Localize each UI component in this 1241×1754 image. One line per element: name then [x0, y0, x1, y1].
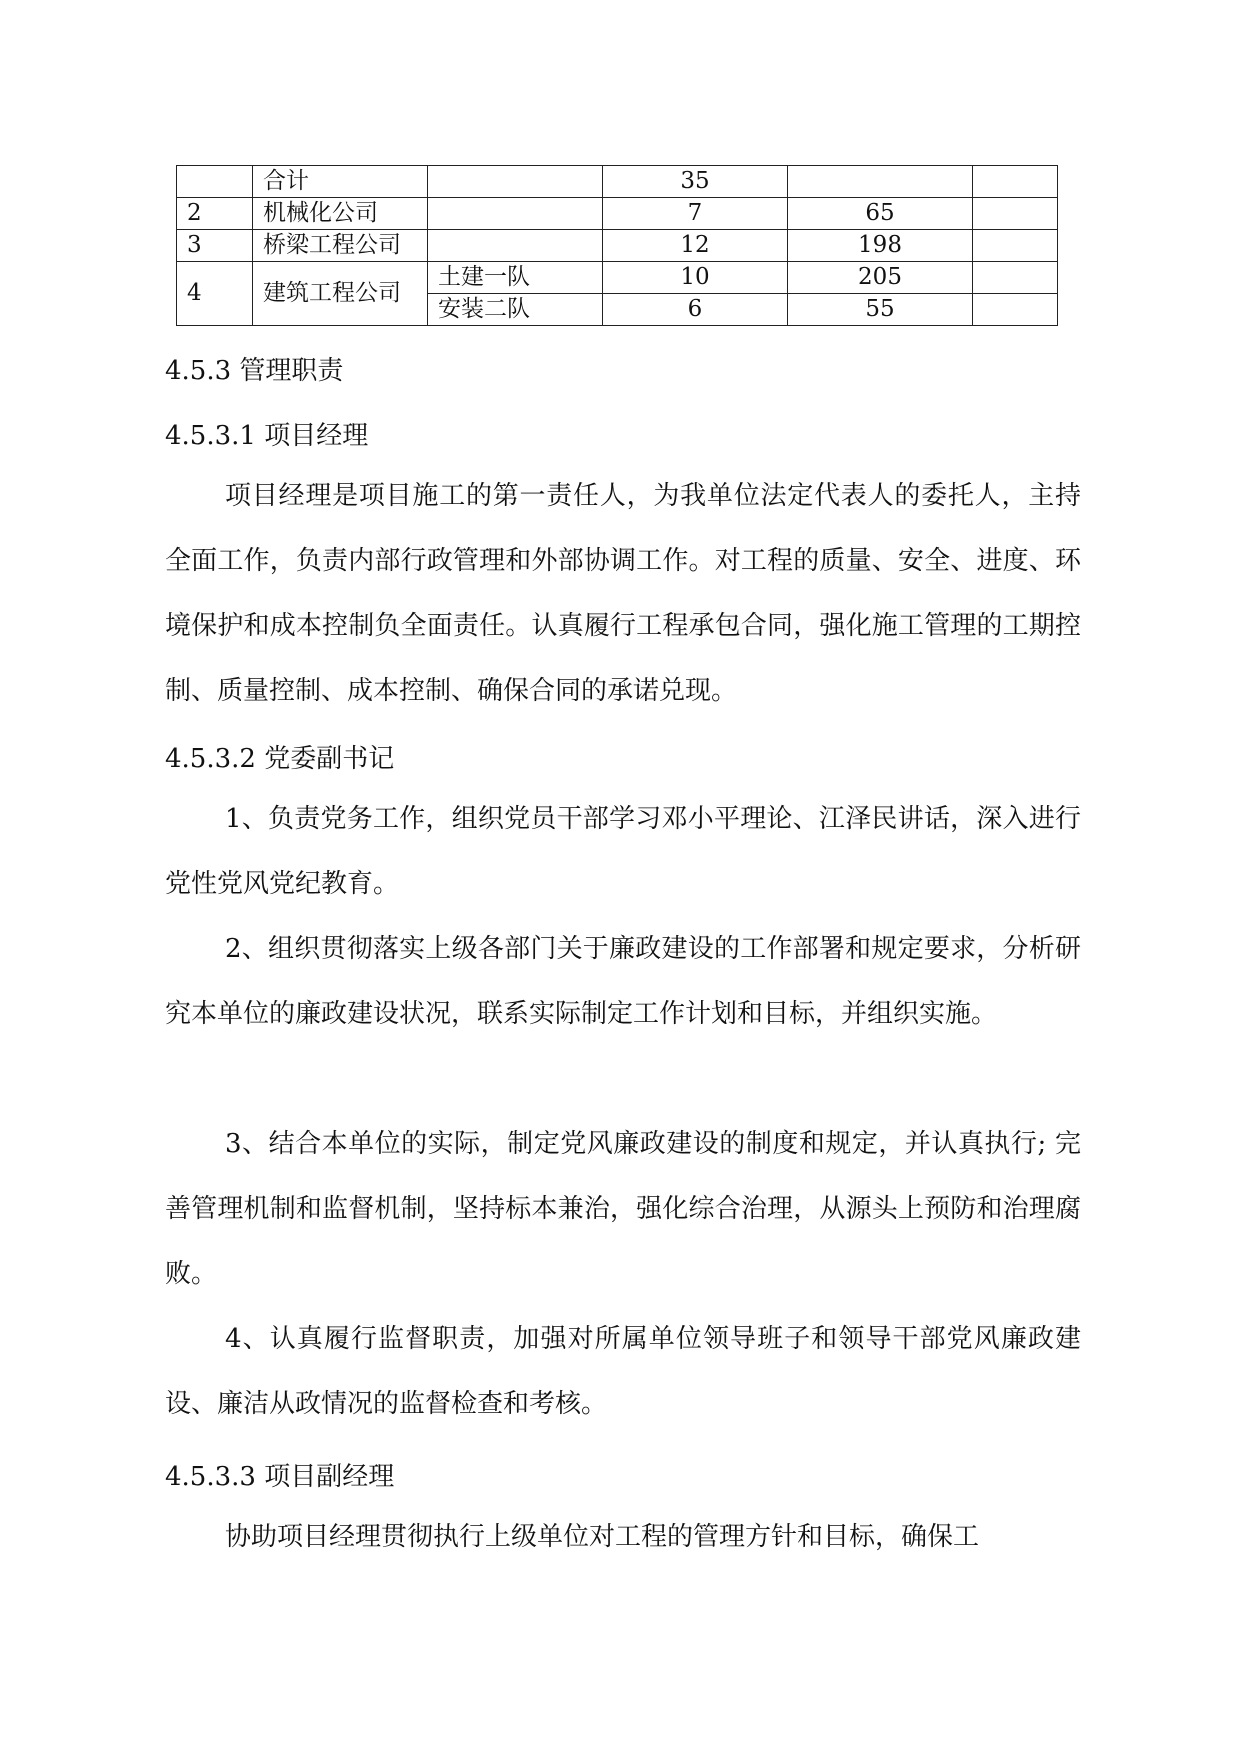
staffing-table — [176, 165, 1058, 326]
heading-party-deputy-secretary: 4.5.3.2 党委副书记 — [165, 744, 395, 774]
cell-no — [177, 166, 253, 198]
paragraph-duty-3: 3、结合本单位的实际，制定党风廉政建设的制度和规定，并认真执行; 完善管理机制和监督机制，坚持标本兼治，强化综合治理，从源头上预防和治理腐败。 — [165, 1129, 1081, 1289]
heading-deputy-project-manager: 4.5.3.3 项目副经理 — [165, 1462, 395, 1492]
heading-project-manager: 4.5.3.1 项目经理 — [165, 421, 369, 451]
cell-extra — [973, 230, 1058, 262]
cell-unit: 机械化公司 — [253, 198, 428, 230]
cell-team: 安装二队 — [428, 294, 603, 326]
cell-count: 7 — [603, 198, 788, 230]
cell-value: 205 — [788, 262, 973, 294]
cell-value — [788, 166, 973, 198]
cell-count: 35 — [603, 166, 788, 198]
cell-no: 3 — [177, 230, 253, 262]
paragraph-duty-1: 1、负责党务工作，组织党员干部学习邓小平理论、江泽民讲话，深入进行党性党风党纪教育。 — [165, 804, 1081, 899]
cell-extra — [973, 198, 1058, 230]
paragraph-duty-2: 2、组织贯彻落实上级各部门关于廉政建设的工作部署和规定要求，分析研究本单位的廉政建设状况，联系实际制定工作计划和目标，并组织实施。 — [165, 934, 1081, 1029]
paragraph-duty-4: 4、认真履行监督职责，加强对所属单位领导班子和领导干部党风廉政建设、廉洁从政情况的监督检查和考核。 — [165, 1324, 1081, 1419]
cell-no: 4 — [177, 262, 253, 326]
cell-team: 土建一队 — [428, 262, 603, 294]
table-row — [177, 262, 1058, 294]
paragraph-deputy-project-manager: 协助项目经理贯彻执行上级单位对工程的管理方针和目标，确保工 — [225, 1522, 980, 1552]
cell-extra — [973, 294, 1058, 326]
paragraph-project-manager: 项目经理是项目施工的第一责任人，为我单位法定代表人的委托人，主持全面工作，负责内部行政管理和外部协调工作。对工程的质量、安全、进度、环境保护和成本控制负全面责任。认真履行工程承包合同，强化施工管理的工期控制、质量控制、成本控制、确保合同的承诺兑现。 — [165, 481, 1081, 706]
cell-unit: 合计 — [253, 166, 428, 198]
table-row — [177, 230, 1058, 262]
heading-management-duties: 4.5.3 管理职责 — [165, 356, 344, 386]
cell-unit: 建筑工程公司 — [253, 262, 428, 326]
cell-count: 12 — [603, 230, 788, 262]
cell-unit: 桥梁工程公司 — [253, 230, 428, 262]
cell-value: 65 — [788, 198, 973, 230]
cell-count: 6 — [603, 294, 788, 326]
cell-extra — [973, 166, 1058, 198]
cell-no: 2 — [177, 198, 253, 230]
cell-team — [428, 230, 603, 262]
cell-team — [428, 166, 603, 198]
table-row — [177, 198, 1058, 230]
cell-value: 55 — [788, 294, 973, 326]
cell-value: 198 — [788, 230, 973, 262]
cell-extra — [973, 262, 1058, 294]
table-row — [177, 166, 1058, 198]
cell-team — [428, 198, 603, 230]
cell-count: 10 — [603, 262, 788, 294]
